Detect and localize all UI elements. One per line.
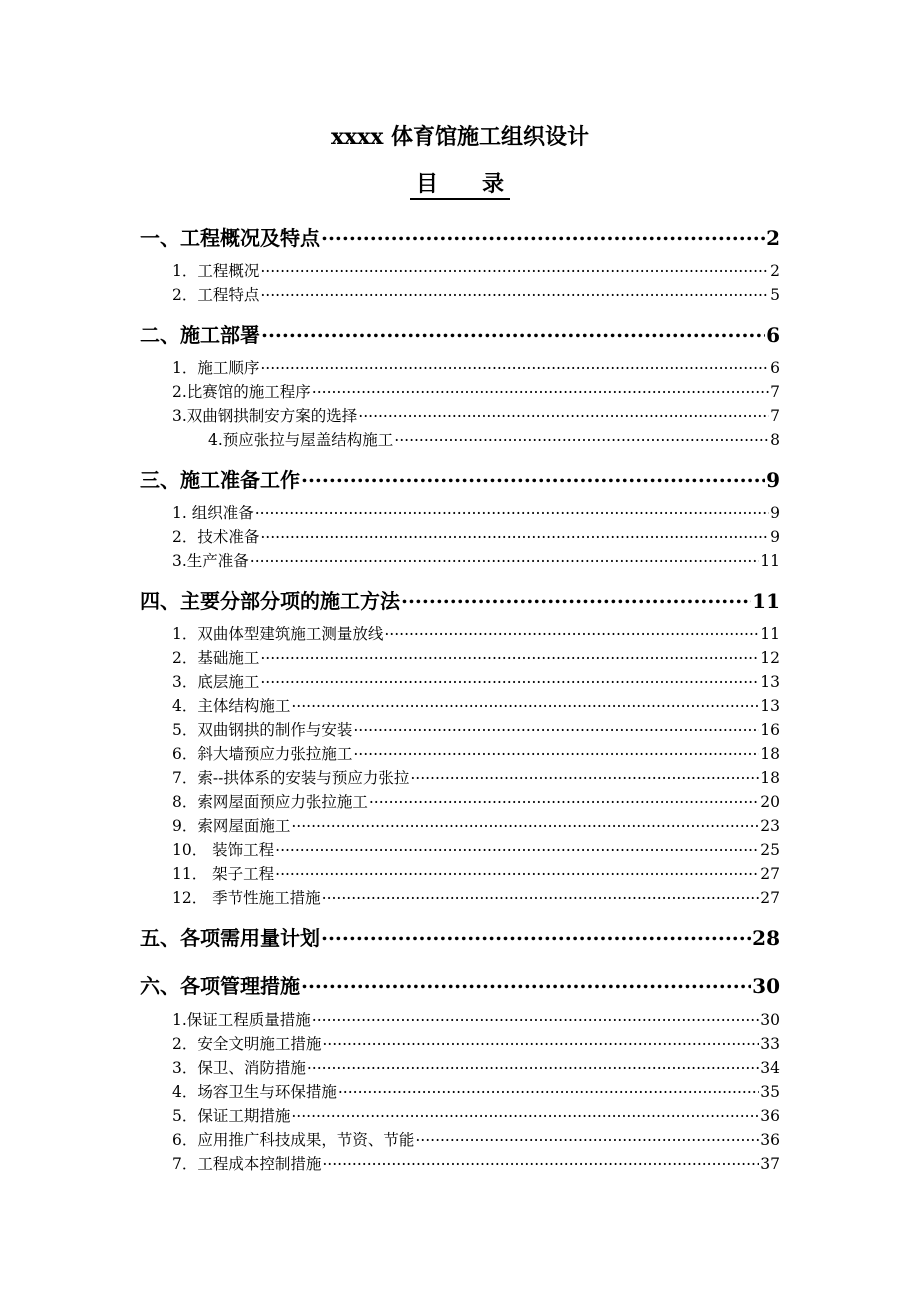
toc-dot-leader: [321, 224, 765, 245]
toc-subsection-entry[interactable]: [172, 1032, 780, 1054]
toc-entry-title: 8．索网屋面预应力张拉施工: [172, 793, 368, 811]
toc-dot-leader: [307, 1058, 759, 1074]
toc-page-number: 7: [770, 407, 780, 425]
toc-dot-leader: [415, 1130, 759, 1146]
toc-page-number: 27: [760, 865, 780, 883]
toc-entry-title: 1. 组织准备: [172, 504, 254, 522]
toc-entry-title: 5．保证工期措施: [172, 1107, 291, 1125]
toc-dot-leader: [261, 321, 765, 342]
toc-subsection-entry[interactable]: [172, 1152, 780, 1174]
toc-dot-leader: [301, 466, 765, 487]
toc-page-number: 6: [766, 323, 780, 347]
toc-page-number: 36: [760, 1107, 780, 1125]
toc-entry-title: 3.生产准备: [172, 552, 249, 570]
toc-dot-leader: [322, 888, 760, 904]
toc-entry-title: 一、工程概况及特点: [140, 226, 320, 250]
toc-page-number: 9: [766, 468, 780, 492]
toc-page-number: 35: [760, 1083, 780, 1101]
toc-entry-title: 六、各项管理措施: [140, 974, 300, 998]
toc-subsection-entry[interactable]: [172, 670, 780, 692]
toc-entry-title: 2．安全文明施工措施: [172, 1035, 322, 1053]
toc-entry-title: 1．双曲体型建筑施工测量放线: [172, 625, 384, 643]
toc-page-number: 37: [760, 1155, 780, 1173]
toc-dot-leader: [312, 1010, 759, 1026]
toc-page-number: 34: [760, 1059, 780, 1077]
toc-subsection-entry[interactable]: [172, 525, 780, 547]
toc-entry-title: 4．主体结构施工: [172, 697, 291, 715]
toc-entry-title: 3．保卫、消防措施: [172, 1059, 306, 1077]
toc-subsection-entry[interactable]: [172, 646, 780, 668]
toc-subsection-entry[interactable]: [172, 283, 780, 305]
toc-dot-leader: [291, 1106, 759, 1122]
toc-dot-leader: [255, 503, 769, 519]
toc-entry-title: 7．工程成本控制措施: [172, 1155, 322, 1173]
toc-subsection-entry[interactable]: [172, 886, 780, 908]
toc-page-number: 13: [760, 673, 780, 691]
toc-page-number: 33: [760, 1035, 780, 1053]
toc-subsection-entry[interactable]: [172, 1056, 780, 1078]
toc-subsection-entry[interactable]: [172, 356, 780, 378]
toc-dot-leader: [321, 924, 751, 945]
toc-entry-title: 2．工程特点: [172, 286, 260, 304]
toc-page-number: 18: [760, 769, 780, 787]
toc-page-number: 11: [752, 589, 780, 613]
toc-subsection-entry[interactable]: [172, 1128, 780, 1150]
toc-dot-leader: [322, 1034, 759, 1050]
toc-dot-leader: [358, 406, 769, 422]
toc-page-number: 6: [770, 359, 780, 377]
toc-entry-title: 3．底层施工: [172, 673, 260, 691]
toc-subsection-entry[interactable]: [172, 790, 780, 812]
toc-heading-text: 目 录: [410, 171, 510, 200]
toc-entry-title: 4．场容卫生与环保措施: [172, 1083, 337, 1101]
toc-section-entry[interactable]: [140, 319, 780, 348]
toc-entry-title: 6．应用推广科技成果，节资、节能: [172, 1131, 415, 1149]
toc-page-number: 28: [752, 926, 780, 950]
toc-page-number: 11: [760, 625, 780, 643]
toc-section-entry[interactable]: [140, 222, 780, 251]
toc-page-number: 30: [752, 974, 780, 998]
toc-page-number: 8: [770, 431, 780, 449]
toc-page-number: 23: [760, 817, 780, 835]
toc-dot-leader: [260, 285, 769, 301]
toc-subsection-entry[interactable]: [172, 718, 780, 740]
toc-entry-title: 二、施工部署: [140, 323, 260, 347]
toc-entry-title: 5．双曲钢拱的制作与安装: [172, 721, 353, 739]
toc-entry-title: 12． 季节性施工措施: [172, 889, 321, 907]
toc-dot-leader: [410, 768, 759, 784]
toc-dot-leader: [291, 816, 759, 832]
toc-entry-title: 4.预应张拉与屋盖结构施工: [208, 431, 394, 449]
toc-subsection-entry[interactable]: [172, 380, 780, 402]
toc-entry-title: 11． 架子工程: [172, 865, 275, 883]
toc-page-number: 2: [766, 226, 780, 250]
toc-subsection-entry[interactable]: [172, 1104, 780, 1126]
toc-dot-leader: [401, 587, 751, 608]
toc-entry-title: 三、施工准备工作: [140, 468, 300, 492]
toc-dot-leader: [353, 720, 759, 736]
toc-section-entry[interactable]: [140, 585, 780, 614]
toc-dot-leader: [260, 527, 769, 543]
toc-subsection-entry[interactable]: [172, 622, 780, 644]
toc-subsection-entry[interactable]: [172, 501, 780, 523]
toc-entry-title: 7．索--拱体系的安装与预应力张拉: [172, 769, 410, 787]
toc-dot-leader: [291, 696, 759, 712]
toc-page-number: 30: [760, 1011, 780, 1029]
toc-page-number: 11: [760, 552, 780, 570]
toc-page-number: 36: [760, 1131, 780, 1149]
toc-entry-title: 6．斜大墙预应力张拉施工: [172, 745, 353, 763]
toc-dot-leader: [384, 624, 759, 640]
toc-page-number: 9: [770, 504, 780, 522]
toc-page-number: 13: [760, 697, 780, 715]
toc-page-number: 12: [760, 649, 780, 667]
toc-page-number: 18: [760, 745, 780, 763]
toc-dot-leader: [312, 382, 769, 398]
toc-entry-title: 2．基础施工: [172, 649, 260, 667]
toc-subsection-entry[interactable]: [172, 259, 780, 281]
toc-dot-leader: [260, 672, 759, 688]
toc-dot-leader: [322, 1154, 759, 1170]
toc-dot-leader: [369, 792, 759, 808]
toc-subsection-entry[interactable]: [172, 814, 780, 836]
toc-entry-title: 1．工程概况: [172, 262, 260, 280]
toc-subsection-entry[interactable]: [172, 766, 780, 788]
toc-entry-title: 2.比赛馆的施工程序: [172, 383, 311, 401]
toc-dot-leader: [394, 430, 769, 446]
toc-section-entry[interactable]: [140, 464, 780, 493]
toc-subsection-entry[interactable]: [172, 549, 780, 571]
toc-dot-leader: [260, 358, 769, 374]
toc-subsection-entry[interactable]: [172, 742, 780, 764]
toc-dot-leader: [260, 261, 769, 277]
toc-heading: [0, 171, 920, 200]
toc-page-number: 5: [770, 286, 780, 304]
toc-dot-leader: [353, 744, 759, 760]
toc-subsection-entry[interactable]: [208, 428, 780, 450]
toc-entry-title: 1.保证工程质量措施: [172, 1011, 311, 1029]
toc-subsection-entry[interactable]: [172, 694, 780, 716]
toc-page-number: 7: [770, 383, 780, 401]
toc-section-entry[interactable]: [140, 970, 780, 999]
toc-dot-leader: [250, 551, 759, 567]
toc-entry-title: 3.双曲钢拱制安方案的选择: [172, 407, 358, 425]
toc-entry-title: 10． 装饰工程: [172, 841, 275, 859]
toc-page-number: 25: [760, 841, 780, 859]
toc-entry-title: 四、主要分部分项的施工方法: [140, 589, 400, 613]
toc-page-number: 9: [770, 528, 780, 546]
toc-section-entry[interactable]: [140, 922, 780, 951]
toc-subsection-entry[interactable]: [172, 1080, 780, 1102]
toc-dot-leader: [338, 1082, 759, 1098]
toc-entry-title: 2．技术准备: [172, 528, 260, 546]
toc-subsection-entry[interactable]: [172, 1008, 780, 1030]
toc-page-number: 20: [760, 793, 780, 811]
toc-page-number: 2: [770, 262, 780, 280]
document-title: xxxx 体育馆施工组织设计: [330, 124, 590, 150]
toc-dot-leader: [301, 972, 751, 993]
toc-subsection-entry[interactable]: [172, 862, 780, 884]
toc-entry-title: 9．索网屋面施工: [172, 817, 291, 835]
toc-subsection-entry[interactable]: [172, 404, 780, 426]
toc-dot-leader: [260, 648, 759, 664]
toc-dot-leader: [275, 840, 759, 856]
toc-entry-title: 五、各项需用量计划: [140, 926, 320, 950]
toc-page-number: 16: [760, 721, 780, 739]
toc-subsection-entry[interactable]: [172, 838, 780, 860]
toc-page-number: 27: [760, 889, 780, 907]
toc-entry-title: 1．施工顺序: [172, 359, 260, 377]
toc-dot-leader: [275, 864, 759, 880]
